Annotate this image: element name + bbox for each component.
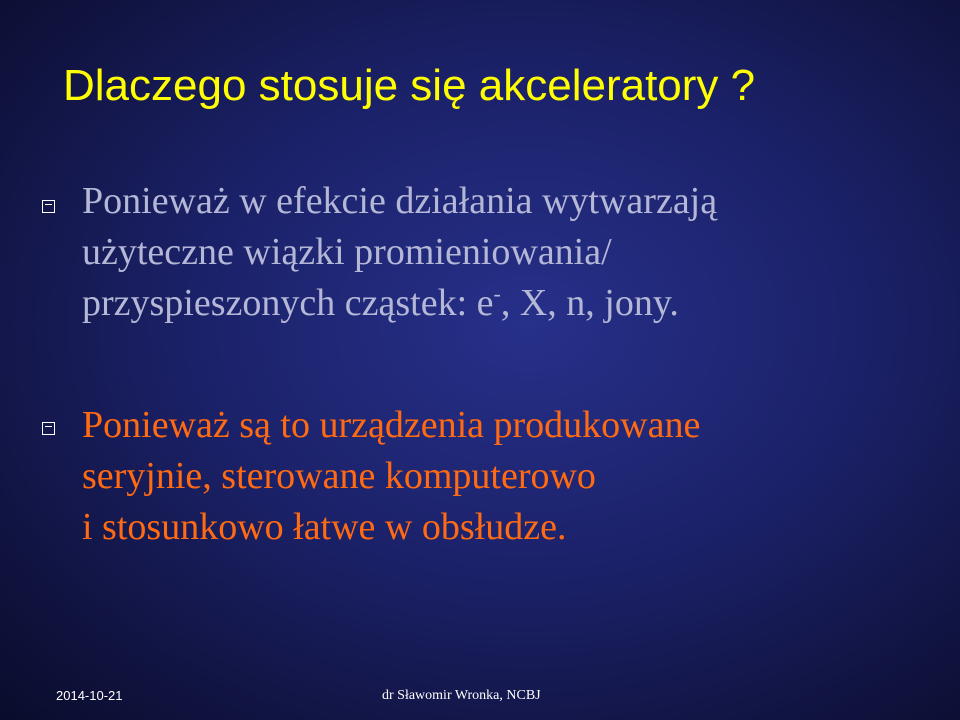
bullet-line: seryjnie, sterowane komputerowo <box>82 455 596 497</box>
footer-author: dr Sławomir Wronka, NCBJ <box>382 688 541 703</box>
superscript-minus: - <box>493 281 501 306</box>
bullet-line <box>82 278 717 329</box>
slide-title: Dlaczego stosuje się akceleratory ? <box>63 61 756 110</box>
footer-date: 2014-10-21 <box>56 688 123 703</box>
bullet-text <box>82 400 700 553</box>
bullet-line-part: przyspieszonych cząstek: e <box>82 282 494 324</box>
square-bullet-icon <box>42 422 55 435</box>
bullet-line: użyteczne wiązki promieniowania/ <box>82 231 612 273</box>
square-bullet-icon <box>42 200 55 213</box>
bullet-line: Ponieważ w efekcie działania wytwarzają <box>82 180 718 222</box>
bullet-text <box>82 176 717 329</box>
bullet-line-part: , X, n, jony. <box>500 282 679 324</box>
bullet-line: i stosunkowo łatwe w obsłudze. <box>82 506 567 548</box>
bullet-line: Ponieważ są to urządzenia produkowane <box>82 404 701 446</box>
